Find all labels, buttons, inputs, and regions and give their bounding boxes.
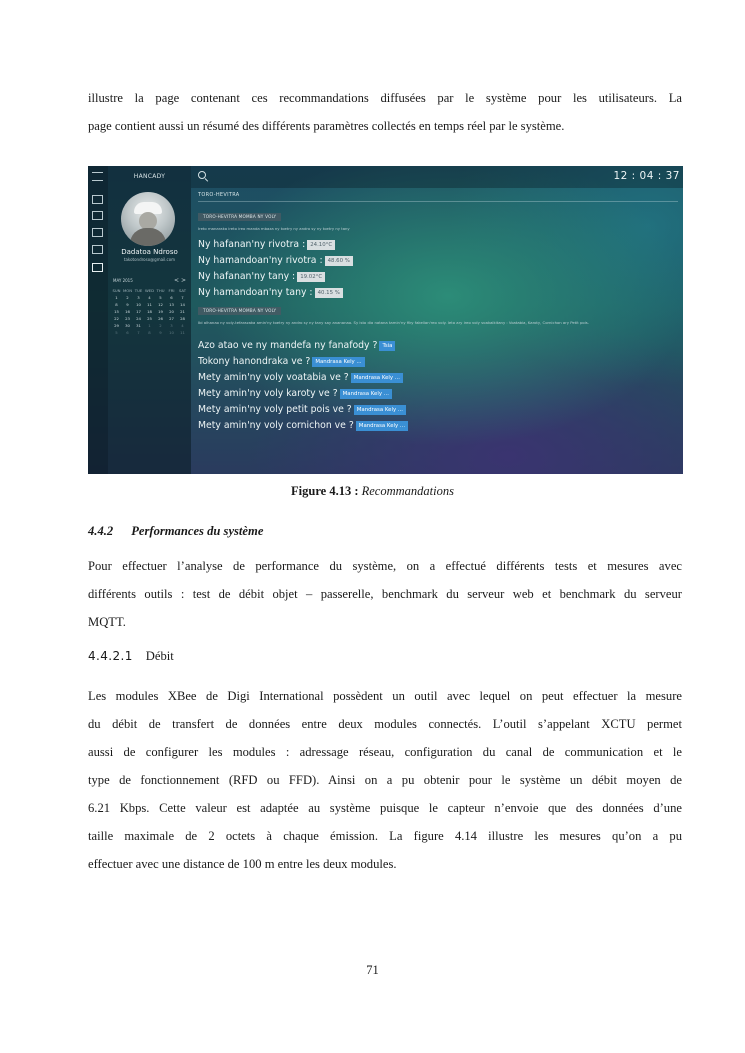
page-title: TORO-HEVITRA — [198, 192, 240, 198]
reading-row — [198, 255, 353, 266]
calendar-day[interactable]: 24 — [136, 316, 141, 321]
calendar-day[interactable]: 26 — [158, 316, 163, 321]
recommendation-row — [198, 372, 403, 383]
recommendation-row — [198, 340, 395, 351]
chart-icon[interactable] — [92, 211, 103, 220]
calendar-day[interactable]: 16 — [125, 309, 130, 314]
avatar — [121, 192, 175, 246]
reading-label: Ny hamandoan'ny rivotra : — [198, 255, 323, 266]
section-note-1: Ireto manaraka ireto ireo manda mbaza ny toetry ny andro sy ny toetry ny tany — [198, 226, 350, 231]
reading-row — [198, 239, 335, 250]
calendar-day[interactable]: 4 — [181, 323, 184, 328]
calendar-day[interactable]: 7 — [137, 330, 140, 335]
recommendation-row — [198, 356, 365, 367]
question-label: Mety amin'ny voly petit pois ve ? — [198, 404, 352, 415]
menu-icon[interactable] — [92, 172, 103, 181]
calendar-day[interactable]: 4 — [148, 295, 151, 300]
calendar-day[interactable]: 15 — [114, 309, 119, 314]
calendar-day[interactable]: 2 — [159, 323, 162, 328]
calendar-nav[interactable]: < > — [174, 277, 186, 284]
answer-button[interactable]: Mandrasa Kely ... — [312, 357, 364, 367]
answer-button[interactable]: Mandrasa Kely ... — [356, 421, 408, 431]
calendar-day[interactable]: 29 — [114, 323, 119, 328]
calendar-day[interactable]: 11 — [147, 302, 152, 307]
reading-value: 48.60 % — [325, 256, 353, 266]
section-heading — [88, 524, 263, 539]
calendar-day[interactable]: 20 — [169, 309, 174, 314]
reading-value: 40.15 % — [315, 288, 343, 298]
calendar-weekday: MON — [122, 288, 133, 293]
answer-button[interactable]: Mandrasa Kely ... — [340, 389, 392, 399]
reading-label: Ny hafanan'ny tany : — [198, 271, 296, 282]
calendar-day[interactable]: 8 — [115, 302, 118, 307]
calendar-day[interactable]: 11 — [180, 330, 185, 335]
calendar-day[interactable]: 22 — [114, 316, 119, 321]
calendar-weekday: SUN — [112, 288, 121, 293]
top-bar — [191, 166, 683, 188]
calendar-day[interactable]: 3 — [137, 295, 140, 300]
calendar-day[interactable]: 3 — [170, 323, 173, 328]
recommendation-row — [198, 404, 406, 415]
calendar-day[interactable]: 2 — [126, 295, 129, 300]
recommendations-screenshot — [88, 166, 683, 474]
subsection-title: Débit — [145, 649, 174, 663]
reading-value: 19.02°C — [297, 272, 325, 282]
calendar-day[interactable]: 17 — [136, 309, 141, 314]
subsection-heading — [88, 649, 174, 664]
subsection-number: 4.4.2.1 — [88, 649, 133, 663]
calendar-weekday: TUE — [134, 288, 143, 293]
calendar-day[interactable]: 19 — [158, 309, 163, 314]
page-number: 71 — [366, 963, 379, 977]
calendar-weekday: WED — [144, 288, 155, 293]
calendar-day[interactable]: 9 — [126, 302, 129, 307]
calendar-day[interactable]: 12 — [158, 302, 163, 307]
section-title: Performances du système — [131, 524, 264, 538]
calendar-day[interactable]: 6 — [170, 295, 173, 300]
app-brand: HANCADY — [133, 173, 166, 180]
icon-sidebar — [88, 166, 108, 474]
calendar-day[interactable]: 7 — [181, 295, 184, 300]
para1-line-3: MQTT. — [88, 615, 126, 629]
text-icon[interactable] — [92, 263, 103, 272]
reading-row — [198, 287, 343, 298]
calendar-day[interactable]: 8 — [148, 330, 151, 335]
answer-button[interactable]: Mandrasa Kely ... — [354, 405, 406, 415]
reading-label: Ny hamandoan'ny tany : — [198, 287, 313, 298]
para2-line-5: 6.21 Kbps. Cette valeur est adaptée au système puisque le capteur n’envoie que des données d’une — [88, 801, 682, 815]
calendar-day[interactable]: 18 — [147, 309, 152, 314]
calendar-day[interactable]: 9 — [159, 330, 162, 335]
answer-button[interactable]: Tsia — [379, 341, 395, 351]
calendar-day[interactable]: 25 — [147, 316, 152, 321]
section-tag-1: TORO-HEVITRA MOMBA NY VOLY — [198, 213, 281, 221]
section-tag-2: TORO-HEVITRA MOMBA NY VOLY — [198, 307, 281, 315]
figure-caption-text: Recommandations — [361, 484, 454, 498]
list-icon[interactable] — [92, 228, 103, 237]
calendar-grid — [111, 288, 188, 336]
calendar-day[interactable]: 14 — [180, 302, 185, 307]
calendar-day[interactable]: 10 — [136, 302, 141, 307]
calendar-weekday: FRI — [168, 288, 175, 293]
calendar-day[interactable]: 6 — [126, 330, 129, 335]
recommendation-row — [198, 388, 392, 399]
figure-label: Figure 4.13 : — [291, 484, 359, 498]
calendar-day[interactable]: 13 — [169, 302, 174, 307]
para1-line-1: Pour effectuer l’analyse de performance du système, on a effectué différents tests et mesures avec — [88, 559, 682, 573]
question-label: Mety amin'ny voly karoty ve ? — [198, 388, 338, 399]
home-icon[interactable] — [92, 195, 103, 204]
calendar-weekday: SAT — [178, 288, 187, 293]
calendar-day[interactable]: 31 — [136, 323, 141, 328]
clock: 12 : 04 : 37 — [613, 170, 680, 182]
calendar-day[interactable]: 10 — [169, 330, 174, 335]
para2-line-4: type de fonctionnement (RFD ou FFD). Ainsi on a pu obtenir pour le système un débit moyen de — [88, 773, 682, 787]
calendar-day[interactable]: 1 — [148, 323, 151, 328]
calendar-weekday: THU — [156, 288, 165, 293]
calendar-day[interactable]: 23 — [125, 316, 130, 321]
intro-line-2: page contient aussi un résumé des différents paramètres collectés en temps réel par le système. — [88, 119, 565, 133]
search-icon[interactable] — [198, 171, 206, 179]
question-label: Mety amin'ny voly cornichon ve ? — [198, 420, 354, 431]
reading-value: 24.10°C — [307, 240, 335, 250]
recommendation-row — [198, 420, 408, 431]
answer-button[interactable]: Mandrasa Kely ... — [351, 373, 403, 383]
intro-line-1: illustre la page contenant ces recommandations diffusées par le système pour les utilisateurs. La — [88, 91, 682, 105]
para2-line-3: aussi de configurer les modules : adressage réseau, configuration du canal de communication et le — [88, 745, 682, 759]
para2-line-2: du débit de transfert de données entre deux modules connectés. L’outil s’appelant XCTU permet — [88, 717, 682, 731]
divider — [198, 201, 678, 202]
calendar-day[interactable]: 1 — [115, 295, 118, 300]
user-panel — [108, 166, 191, 474]
para2-line-1: Les modules XBee de Digi International possèdent un outil avec lequel on peut effectuer la mesure — [88, 689, 682, 703]
calendar-day[interactable]: 5 — [159, 295, 162, 300]
question-label: Tokony hanondraka ve ? — [198, 356, 311, 367]
calendar-day[interactable]: 28 — [180, 316, 185, 321]
para1-line-2: différents outils : test de débit objet – passerelle, benchmark du serveur web et benchmark du serveur — [88, 587, 682, 601]
para2-line-7: effectuer avec une distance de 100 m entre les deux modules. — [88, 857, 397, 871]
figure-caption — [0, 484, 745, 499]
calendar-day[interactable]: 21 — [180, 309, 185, 314]
user-email: takotondroso@gmail.com — [123, 257, 176, 262]
calendar-day[interactable]: 27 — [169, 316, 174, 321]
question-label: Mety amin'ny voly voatabia ve ? — [198, 372, 349, 383]
section-number: 4.4.2 — [88, 524, 114, 538]
reading-label: Ny hafanan'ny rivotra : — [198, 239, 306, 250]
question-label: Azo atao ve ny mandefa ny fanafody ? — [198, 340, 378, 351]
calendar-icon[interactable] — [92, 245, 103, 254]
calendar-day[interactable]: 30 — [125, 323, 130, 328]
calendar-header — [111, 277, 188, 285]
reading-row — [198, 271, 325, 282]
calendar-day[interactable]: 5 — [115, 330, 118, 335]
para2-line-6: taille maximale de 2 octets à chaque émission. La figure 4.14 illustre les mesures qu’on a pu — [88, 829, 682, 843]
user-name: Dadatoa Ndroso — [121, 248, 178, 256]
section-note-2: Ibi alhanao ny voly-tefarazaka amin'ny toetry ny andro sy ny tany say anananao. Sy isto dia natana tamin'ny fiky fakelian'reo voly. Ieto ary ireo voly voakaikitany : Voatabia, Karoty, Cornichon ary Petit pois. — [198, 320, 589, 325]
calendar-month: MAY 2015 — [113, 278, 133, 283]
